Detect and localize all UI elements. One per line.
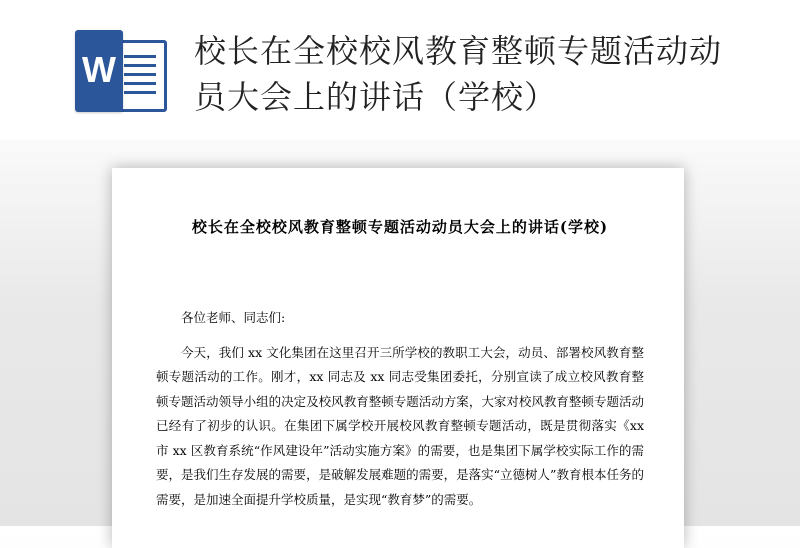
page-title: 校长在全校校风教育整顿专题活动动员大会上的讲话（学校） xyxy=(194,32,723,116)
document-greeting: 各位老师、同志们: xyxy=(181,310,286,325)
word-badge xyxy=(75,30,123,112)
document-page xyxy=(112,168,684,548)
document-body xyxy=(156,306,644,512)
document-title: 校长在全校校风教育整顿专题活动动员大会上的讲话(学校) xyxy=(191,218,609,236)
word-document-icon xyxy=(75,30,167,112)
header-banner xyxy=(0,0,800,140)
word-letter: W xyxy=(82,49,116,90)
document-paragraph: 今天，我们 xx 文化集团在这里召开三所学校的教职工大会，动员、部署校风教育整顿专题活动的工作。刚才，xx 同志及 xx 同志受集团委托，分别宣读了成立校风教育整顿专题活动领导小组的决定及校风教育整顿专题活动方案，大家对校风教育整顿专题活动已经有了初步的认识。在集团下属学校开展校风教育整顿专题活动，既是贯彻落实《xx 市 xx 区教育系统“作风建设年”活动实施方案》的需要，也是集团下属学校实际工作的需要，是我们生存发展的需要，是破解发展难题的需要，是落实“立德树人”教育根本任务的需要，是加速全面提升学校质量，是实现“教育梦”的需要。 xyxy=(156,344,644,507)
